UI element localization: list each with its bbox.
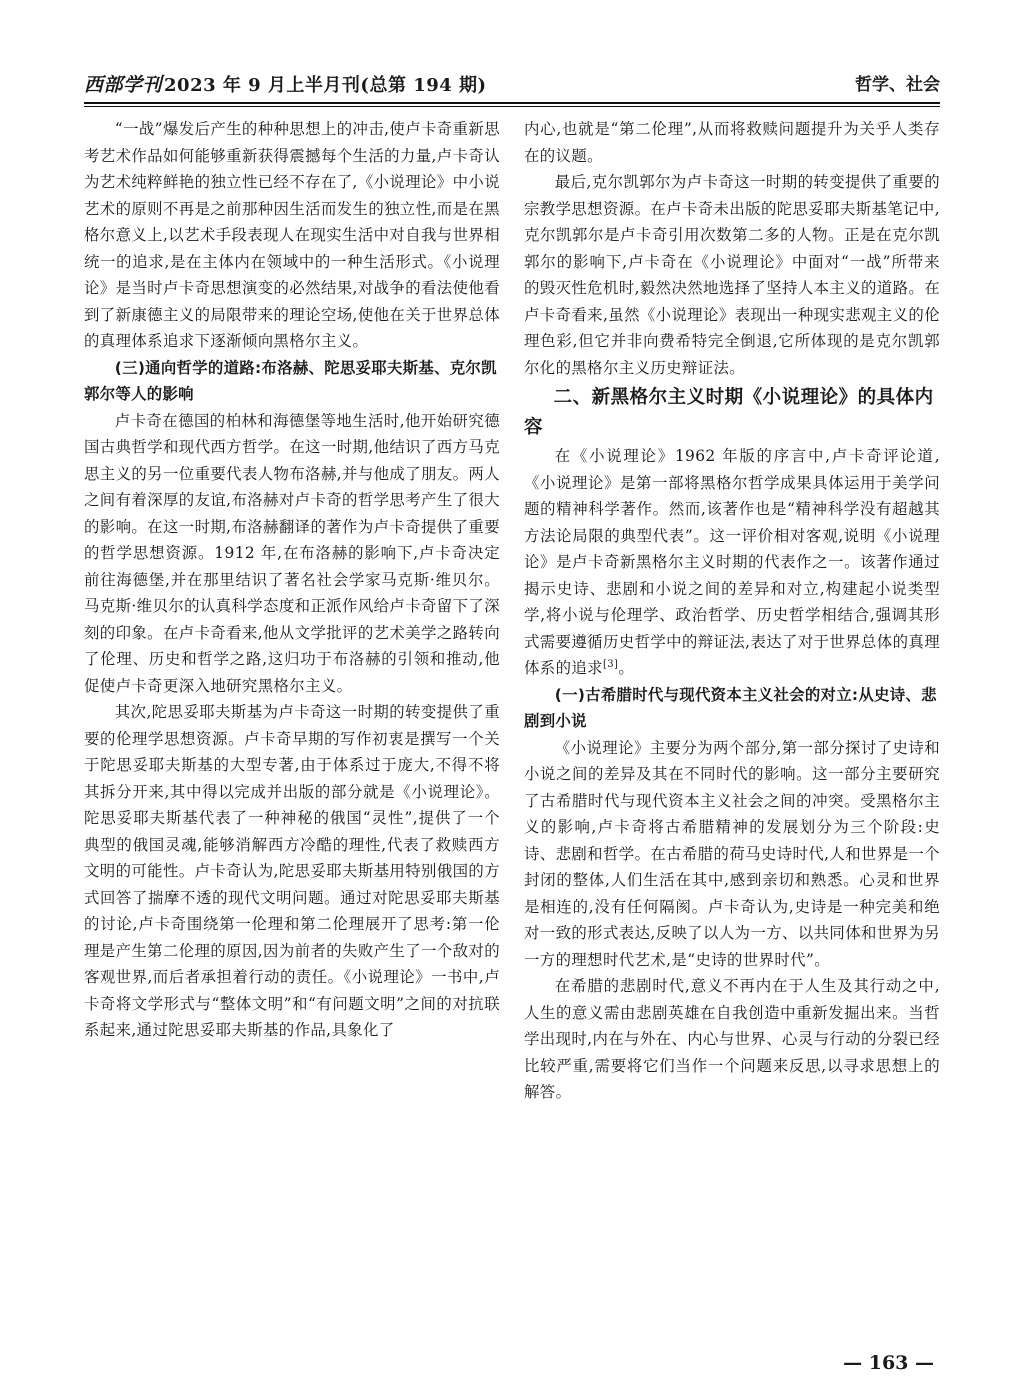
- paragraph-end: 。: [618, 659, 635, 677]
- left-column: [84, 116, 500, 1044]
- section-name: 哲学、社会: [855, 75, 940, 95]
- paragraph: 卢卡奇在德国的柏林和海德堡等地生活时,他开始研究德国古典哲学和现代西方哲学。在这一时期,他结识了西方马克思主义的另一位重要代表人物布洛赫,并与他成了朋友。两人之间有着深厚的友谊,布洛赫对卢卡奇的哲学思考产生了很大的影响。在这一时期,布洛赫翻译的著作为卢卡奇提供了重要的哲学思想资源。1912 年,在布洛赫的影响下,卢卡奇决定前往海德堡,并在那里结识了著名社会学家马克斯·维贝尔。马克斯·维贝尔的认真科学态度和正派作风给卢卡奇留下了深刻的印象。在卢卡奇看来,他从文学批评的艺术美学之路转向了伦理、历史和哲学之路,这归功于布洛赫的引领和推动,他促使卢卡奇更深入地研究黑格尔主义。: [84, 411, 500, 695]
- subsection-heading: (一)古希腊时代与现代资本主义社会的对立:从史诗、悲剧到小说: [524, 685, 937, 730]
- header-rule-thin: [84, 106, 940, 107]
- citation-ref: [3]: [602, 658, 619, 670]
- paragraph: “一战”爆发后产生的种种思想上的冲击,使卢卡奇重新思考艺术作品如何能够重新获得震撼每个生活的力量,卢卡奇认为艺术纯粹鲜艳的独立性已经不存在了,《小说理论》中小说艺术的原则不再是之前那种因生活而发生的独立性,而是在黑格尔意义上,以艺术手段表现人在现实生活中对自我与世界相统一的追求,是在主体内在领域中的一种生活形式。《小说理论》是当时卢卡奇思想演变的必然结果,对战争的看法使他看到了新康德主义的局限带来的理论空场,使他在关于世界总体的真理体系追求下逐渐倾向黑格尔主义。: [84, 120, 500, 350]
- issue-info: 2023 年 9 月上半月刊(总第 194 期): [164, 75, 487, 96]
- paragraph: [524, 443, 940, 682]
- section-heading: 二、新黑格尔主义时期《小说理论》的具体内容: [524, 387, 934, 438]
- journal-issue-line: [84, 70, 487, 97]
- running-header: [84, 70, 940, 98]
- paragraph: 在希腊的悲剧时代,意义不再内在于人生及其行动之中,人生的意义需由悲剧英雄在自我创造中重新发掘出来。当哲学出现时,内在与外在、内心与世界、心灵与行动的分裂已经比较严重,需要将它们当作一个问题来反思,以寻求思想上的解答。: [524, 977, 940, 1101]
- right-column: [524, 116, 940, 1106]
- page-number: — 163 —: [843, 1352, 934, 1374]
- paragraph: 内心,也就是“第二伦理”,从而将救赎问题提升为关乎人类存在的议题。: [524, 120, 940, 165]
- paragraph: 其次,陀思妥耶夫斯基为卢卡奇这一时期的转变提供了重要的伦理学思想资源。卢卡奇早期的写作初衷是撰写一个关于陀思妥耶夫斯基的大型专著,由于体系过于庞大,不得不将其拆分开来,其中得以完成并出版的部分就是《小说理论》。陀思妥耶夫斯基代表了一种神秘的俄国“灵性”,提供了一个典型的俄国灵魂,能够消解西方冷酷的理性,代表了救赎西方文明的可能性。卢卡奇认为,陀思妥耶夫斯基用特别俄国的方式回答了揣摩不透的现代文明问题。通过对陀思妥耶夫斯基的讨论,卢卡奇围绕第一伦理和第二伦理展开了思考:第一伦理是产生第二伦理的原因,因为前者的失败产生了一个敌对的客观世界,而后者承担着行动的责任。《小说理论》一书中,卢卡奇将文学形式与“整体文明”和“有问题文明”之间的对抗联系起来,通过陀思妥耶夫斯基的作品,具象化了: [84, 703, 500, 1039]
- paragraph: 最后,克尔凯郭尔为卢卡奇这一时期的转变提供了重要的宗教学思想资源。在卢卡奇未出版的陀思妥耶夫斯基笔记中,克尔凯郭尔是卢卡奇引用次数第二多的人物。正是在克尔凯郭尔的影响下,卢卡奇在《小说理论》中面对“一战”所带来的毁灭性危机时,毅然决然地选择了坚持人本主义的道路。在卢卡奇看来,虽然《小说理论》表现出一种现实悲观主义的伦理色彩,但它并非向费希特完全倒退,它所体现的是克尔凯郭尔化的黑格尔主义历史辩证法。: [524, 173, 940, 377]
- header-rule-thick: [84, 102, 940, 104]
- paragraph: 《小说理论》主要分为两个部分,第一部分探讨了史诗和小说之间的差异及其在不同时代的影响。这一部分主要研究了古希腊时代与现代资本主义社会之间的冲突。受黑格尔主义的影响,卢卡奇将古希腊精神的发展划分为三个阶段:史诗、悲剧和哲学。在古希腊的荷马史诗时代,人和世界是一个封闭的整体,人们生活在其中,感到亲切和熟悉。心灵和世界是相连的,没有任何隔阂。卢卡奇认为,史诗是一种完美和绝对一致的形式表达,反映了以人为一方、以共同体和世界为另一方的理想时代艺术,是“史诗的世界时代”。: [524, 738, 940, 969]
- paragraph-text: 在《小说理论》1962 年版的序言中,卢卡奇评论道,《小说理论》是第一部将黑格尔哲学成果具体运用于美学问题的精神科学著作。然而,该著作也是“精神科学没有超越其方法论局限的典型代表”。这一评价相对客观,说明《小说理论》是卢卡奇新黑格尔主义时期的代表作之一。该著作通过揭示史诗、悲剧和小说之间的差异和对立,构建起小说类型学,将小说与伦理学、政治哲学、历史哲学相结合,强调其形式需要遵循历史哲学中的辩证法,表达了对于世界总体的真理体系的追求: [524, 447, 940, 677]
- journal-name: 西部学刊: [84, 74, 163, 96]
- subsection-heading: (三)通向哲学的道路:布洛赫、陀思妥耶夫斯基、克尔凯郭尔等人的影响: [84, 358, 497, 403]
